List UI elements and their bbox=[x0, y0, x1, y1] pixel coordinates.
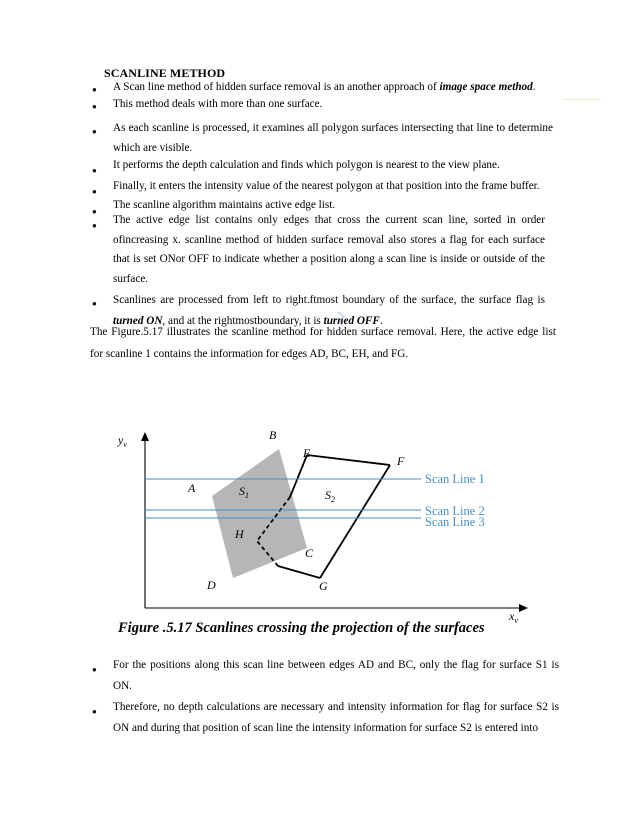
surface-s1-polygon bbox=[212, 449, 307, 578]
bullet-icon: ● bbox=[92, 299, 97, 308]
bullet-text: As each scanline is processed, it examines all polygon surfaces intersecting that line to determine which are visible. bbox=[113, 122, 553, 154]
bullet-icon: ● bbox=[92, 102, 97, 111]
bullet-text: A Scan line method of hidden surface removal is an another approach of image space method. bbox=[113, 81, 536, 93]
bullet-text: Therefore, no depth calculations are necessary and intensity information for flag for surface S2 is ON and during that position of scan line the intensity information for surface S2 is entered into bbox=[113, 701, 559, 734]
edge-ef bbox=[307, 455, 390, 465]
surface-s2-label: $S_2$ bbox=[325, 488, 335, 504]
emphasis-text: turned ON bbox=[113, 315, 163, 327]
bullet-text: The scanline algorithm maintains active edge list. bbox=[113, 199, 336, 211]
figure-caption: Figure .5.17 Scanlines crossing the projection of the surfaces bbox=[118, 620, 485, 636]
edge-e-visible bbox=[290, 455, 307, 497]
y-axis-label: $y_v$ bbox=[118, 433, 127, 449]
bullet-icon: ● bbox=[92, 665, 97, 674]
surface-s1-label: $S_1$ bbox=[239, 484, 249, 500]
vertex-c-label: C bbox=[305, 546, 314, 560]
vertex-a-label: A bbox=[188, 481, 196, 495]
emphasis-text: image space method bbox=[439, 81, 533, 93]
x-axis-label: $x_v$ bbox=[509, 609, 518, 625]
bullet-text: This method deals with more than one surface. bbox=[113, 98, 323, 110]
bullet-icon: ● bbox=[92, 207, 97, 216]
vertex-g-label: G bbox=[319, 579, 328, 593]
emphasis-text: turned OFF bbox=[323, 315, 380, 327]
bullet-icon: ● bbox=[92, 221, 97, 230]
x-axis-arrow-icon bbox=[519, 604, 528, 612]
bullet-text: It performs the depth calculation and finds which polygon is nearest to the view plane. bbox=[113, 159, 500, 171]
edge-fg bbox=[320, 465, 390, 578]
decorative-line bbox=[563, 99, 601, 100]
vertex-e-label: E bbox=[303, 446, 311, 460]
bullet-text: The active edge list contains only edges that cross the current scan line, sorted in order ofincreasing x. scanline method of hidden surface removal also stores a flag for each surface that is set ONor OFF to indicate whether a position along a scan line is inside or outside of the surface. bbox=[113, 214, 545, 285]
bullet-icon: ● bbox=[92, 127, 97, 136]
bullet-icon: ● bbox=[92, 707, 97, 716]
vertex-h-label: H bbox=[235, 527, 244, 541]
bullet-icon: ● bbox=[92, 187, 97, 196]
scan-line-2-label: Scan Line 2 bbox=[425, 504, 485, 518]
scan-line-1-label: Scan Line 1 bbox=[425, 472, 485, 486]
y-axis-arrow-icon bbox=[141, 432, 149, 441]
bullet-icon: ● bbox=[92, 166, 97, 175]
vertex-b-label: B bbox=[269, 428, 277, 442]
bullet-icon: ● bbox=[92, 85, 97, 94]
scanline-figure bbox=[105, 428, 535, 625]
bullet-text: Scanlines are processed from left to right.ftmost boundary of the surface, the surface flag is turned ON, and at the rightmostboundary, it is turned OFF. bbox=[113, 294, 545, 327]
bullet-text: Finally, it enters the intensity value of the nearest polygon at that position into the frame buffer. bbox=[113, 180, 540, 192]
body-paragraph: The Figure.5.17 illustrates the scanline method for hidden surface removal. Here, the active edge list for scanline 1 contains the information for edges AD, BC, EH, and FG. bbox=[90, 326, 556, 360]
vertex-f-label: F bbox=[397, 454, 405, 468]
bullet-text: For the positions along this scan line between edges AD and BC, only the flag for surface S1 is ON. bbox=[113, 659, 559, 692]
edge-gc bbox=[278, 566, 320, 578]
section-heading: SCANLINE METHOD bbox=[104, 66, 226, 80]
vertex-d-label: D bbox=[207, 578, 216, 592]
scan-line-3-label: Scan Line 3 bbox=[425, 515, 485, 529]
